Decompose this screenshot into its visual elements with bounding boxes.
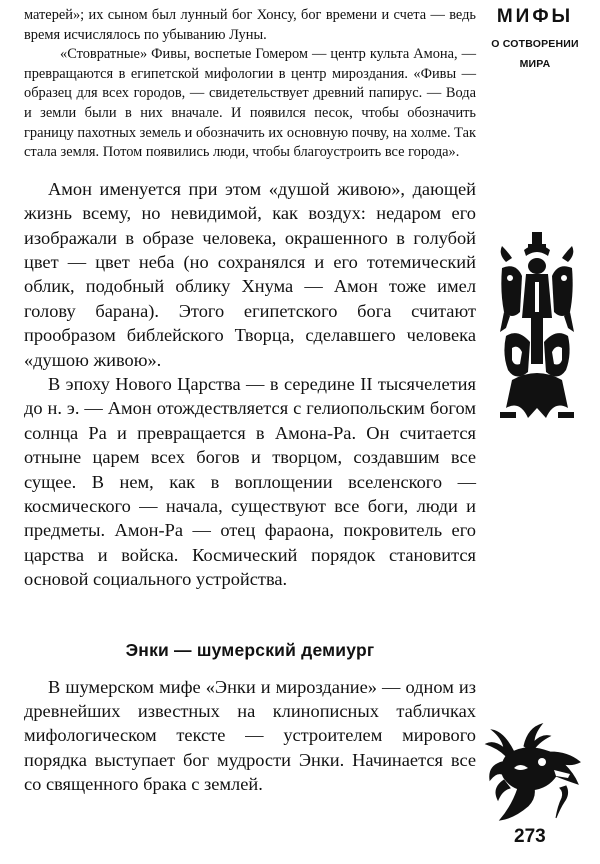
- series-subtitle: [480, 34, 590, 74]
- series-subtitle-line-1: О СОТВОРЕНИИ: [491, 38, 579, 50]
- body-paragraph-1: Амон именуется при этом «душой живою», дающей жизнь всему, но невидимой, как воздух: недаром его изображали в образе человека, окрашенного в голубой цвет — цвет неба (но сохранялся и его тотемический облик, подобный облику Хнума — Амон тоже имел голову барана). Этого египетского бога считают прообразом библейского Творца, сделавшего человека «душою живою».: [24, 178, 476, 370]
- section-paragraph-1: В шумерском мифе «Энки и мироздание» — одном из древнейших известных на клинописных табличках мифологическом тексте — устроителем мирового порядка выступает бог мудрости Энки. Начинается все со священного брака с землей.: [24, 676, 476, 795]
- series-title: МИФЫ: [496, 6, 574, 27]
- body-paragraph-2: В эпоху Нового Царства — в середине II тысячелетия до н. э. — Амон отождествляется с гелиопольским богом солнца Ра и превращается в Амона-Ра. Он считается отныне царем всех богов и творцом, создавшим все сущее. В нем, как в воплощении вселенского — космического — начала, существуют все боги, люди и предметы. Амон-Ра — отец фараона, покровитель его царства и войска. Космический порядок становится основой социального устройства.: [24, 374, 476, 590]
- quote-paragraph-2: «Стовратные» Фивы, воспетые Гомером — центр культа Амона, — превращаются в египетской мифологии в центр мироздания. «Фивы — образец для всех городов, — свидетельствует древний папирус. — Вода и земли были в них вначале. И появился песок, чтобы обозначить границу пахотных земель и обозначить их основную почву, на холме. Так стала земля. Потом появились люди, чтобы благоустроить все города».: [24, 46, 476, 161]
- series-subtitle-line-2: МИРА: [519, 58, 551, 70]
- running-header: [480, 6, 590, 74]
- main-text-column: [24, 6, 476, 797]
- page-number: 273: [514, 826, 546, 847]
- section-text: [24, 675, 476, 797]
- body-text: [24, 177, 476, 592]
- egyptian-amun-emblem-icon: [498, 232, 576, 422]
- quote-paragraph-1: матерей»; их сыном был лунный бог Хонсу, бог времени и счета — ведь время исчислялось по убыванию Луны.: [24, 7, 476, 43]
- section-heading: Энки — шумерский демиург: [125, 639, 375, 660]
- quoted-passage: [24, 6, 476, 163]
- dragon-head-icon: [484, 722, 584, 826]
